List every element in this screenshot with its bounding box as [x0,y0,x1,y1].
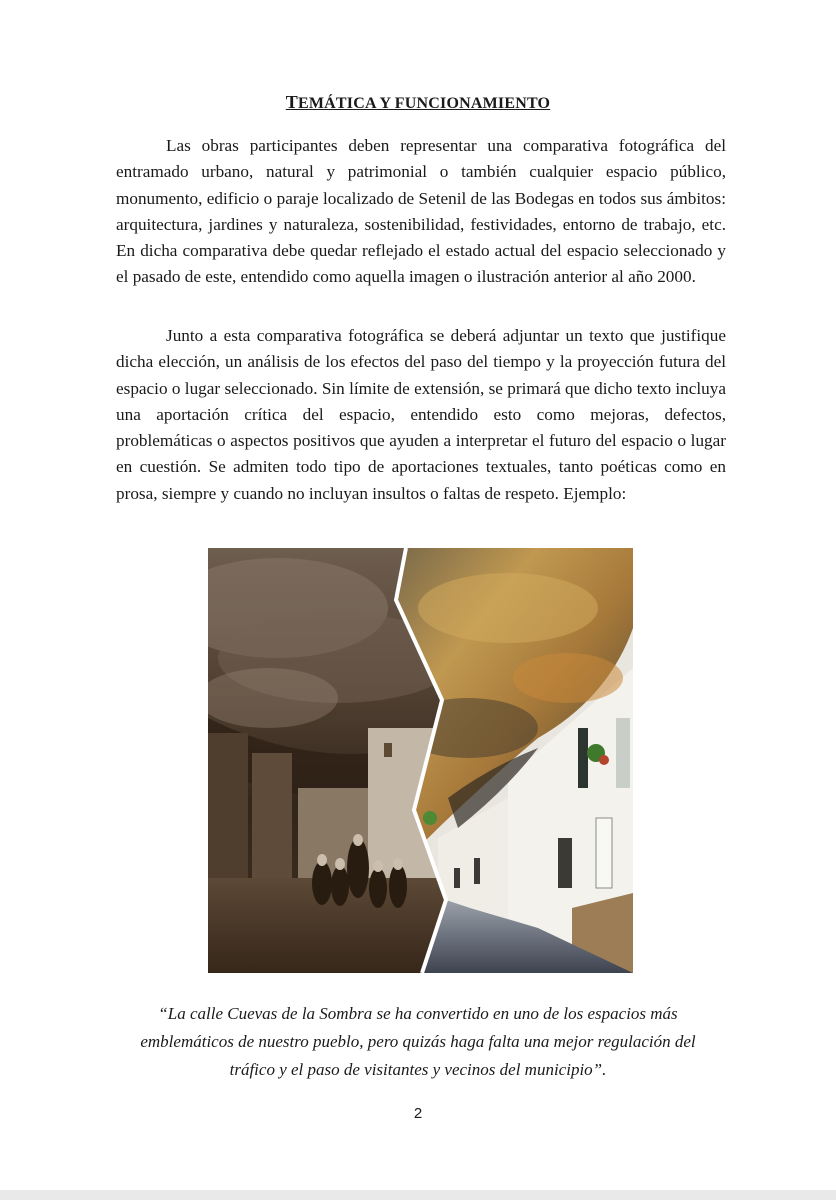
section-title-initial: T [285,92,298,112]
section-title-rest: EMÁTICA Y FUNCIONAMIENTO [297,95,551,112]
page-number: 2 [413,1105,423,1122]
section-title [0,92,836,113]
paragraph-text-requirements: Junto a esta comparativa fotográfica se deberá adjuntar un texto que justifique dicha elección, un análisis de los efectos del paso del tiempo y la proyección futura del espacio o lugar seleccionado. Sin límite de extensión, se primará que dicho texto incluya una aportación crítica del espacio, entendido esto como mejoras, defectos, problemáticas o aspectos positivos que ayuden a interpretar el futuro del espacio o lugar en cuestión. Se admiten todo tipo de aportaciones textuales, tanto poéticas como en prosa, siempre y cuando no incluyan insultos o faltas de respeto. Ejemplo: [116,326,726,503]
page-bottom-edge [0,1190,836,1200]
example-quote: “La calle Cuevas de la Sombra se ha convertido en uno de los espacios más emblemáticos de nuestro pueblo, pero quizás haga falta una mejor regulación del tráfico y el paso de visitantes y vecinos del municipio”. [140,1004,696,1079]
comparison-photo [208,548,633,973]
paragraph-theme: Las obras participantes deben representar una comparativa fotográfica del entramado urbano, natural y patrimonial o también cualquier espacio público, monumento, edificio o paraje localizado de Setenil de las Bodegas en todos sus ámbitos: arquitectura, jardines y naturaleza, sostenibilidad, festividades, entorno de trabajo, etc. En dicha comparativa debe quedar reflejado el estado actual del espacio seleccionado y el pasado de este, entendido como aquella imagen o ilustración anterior al año 2000. [116,136,726,287]
